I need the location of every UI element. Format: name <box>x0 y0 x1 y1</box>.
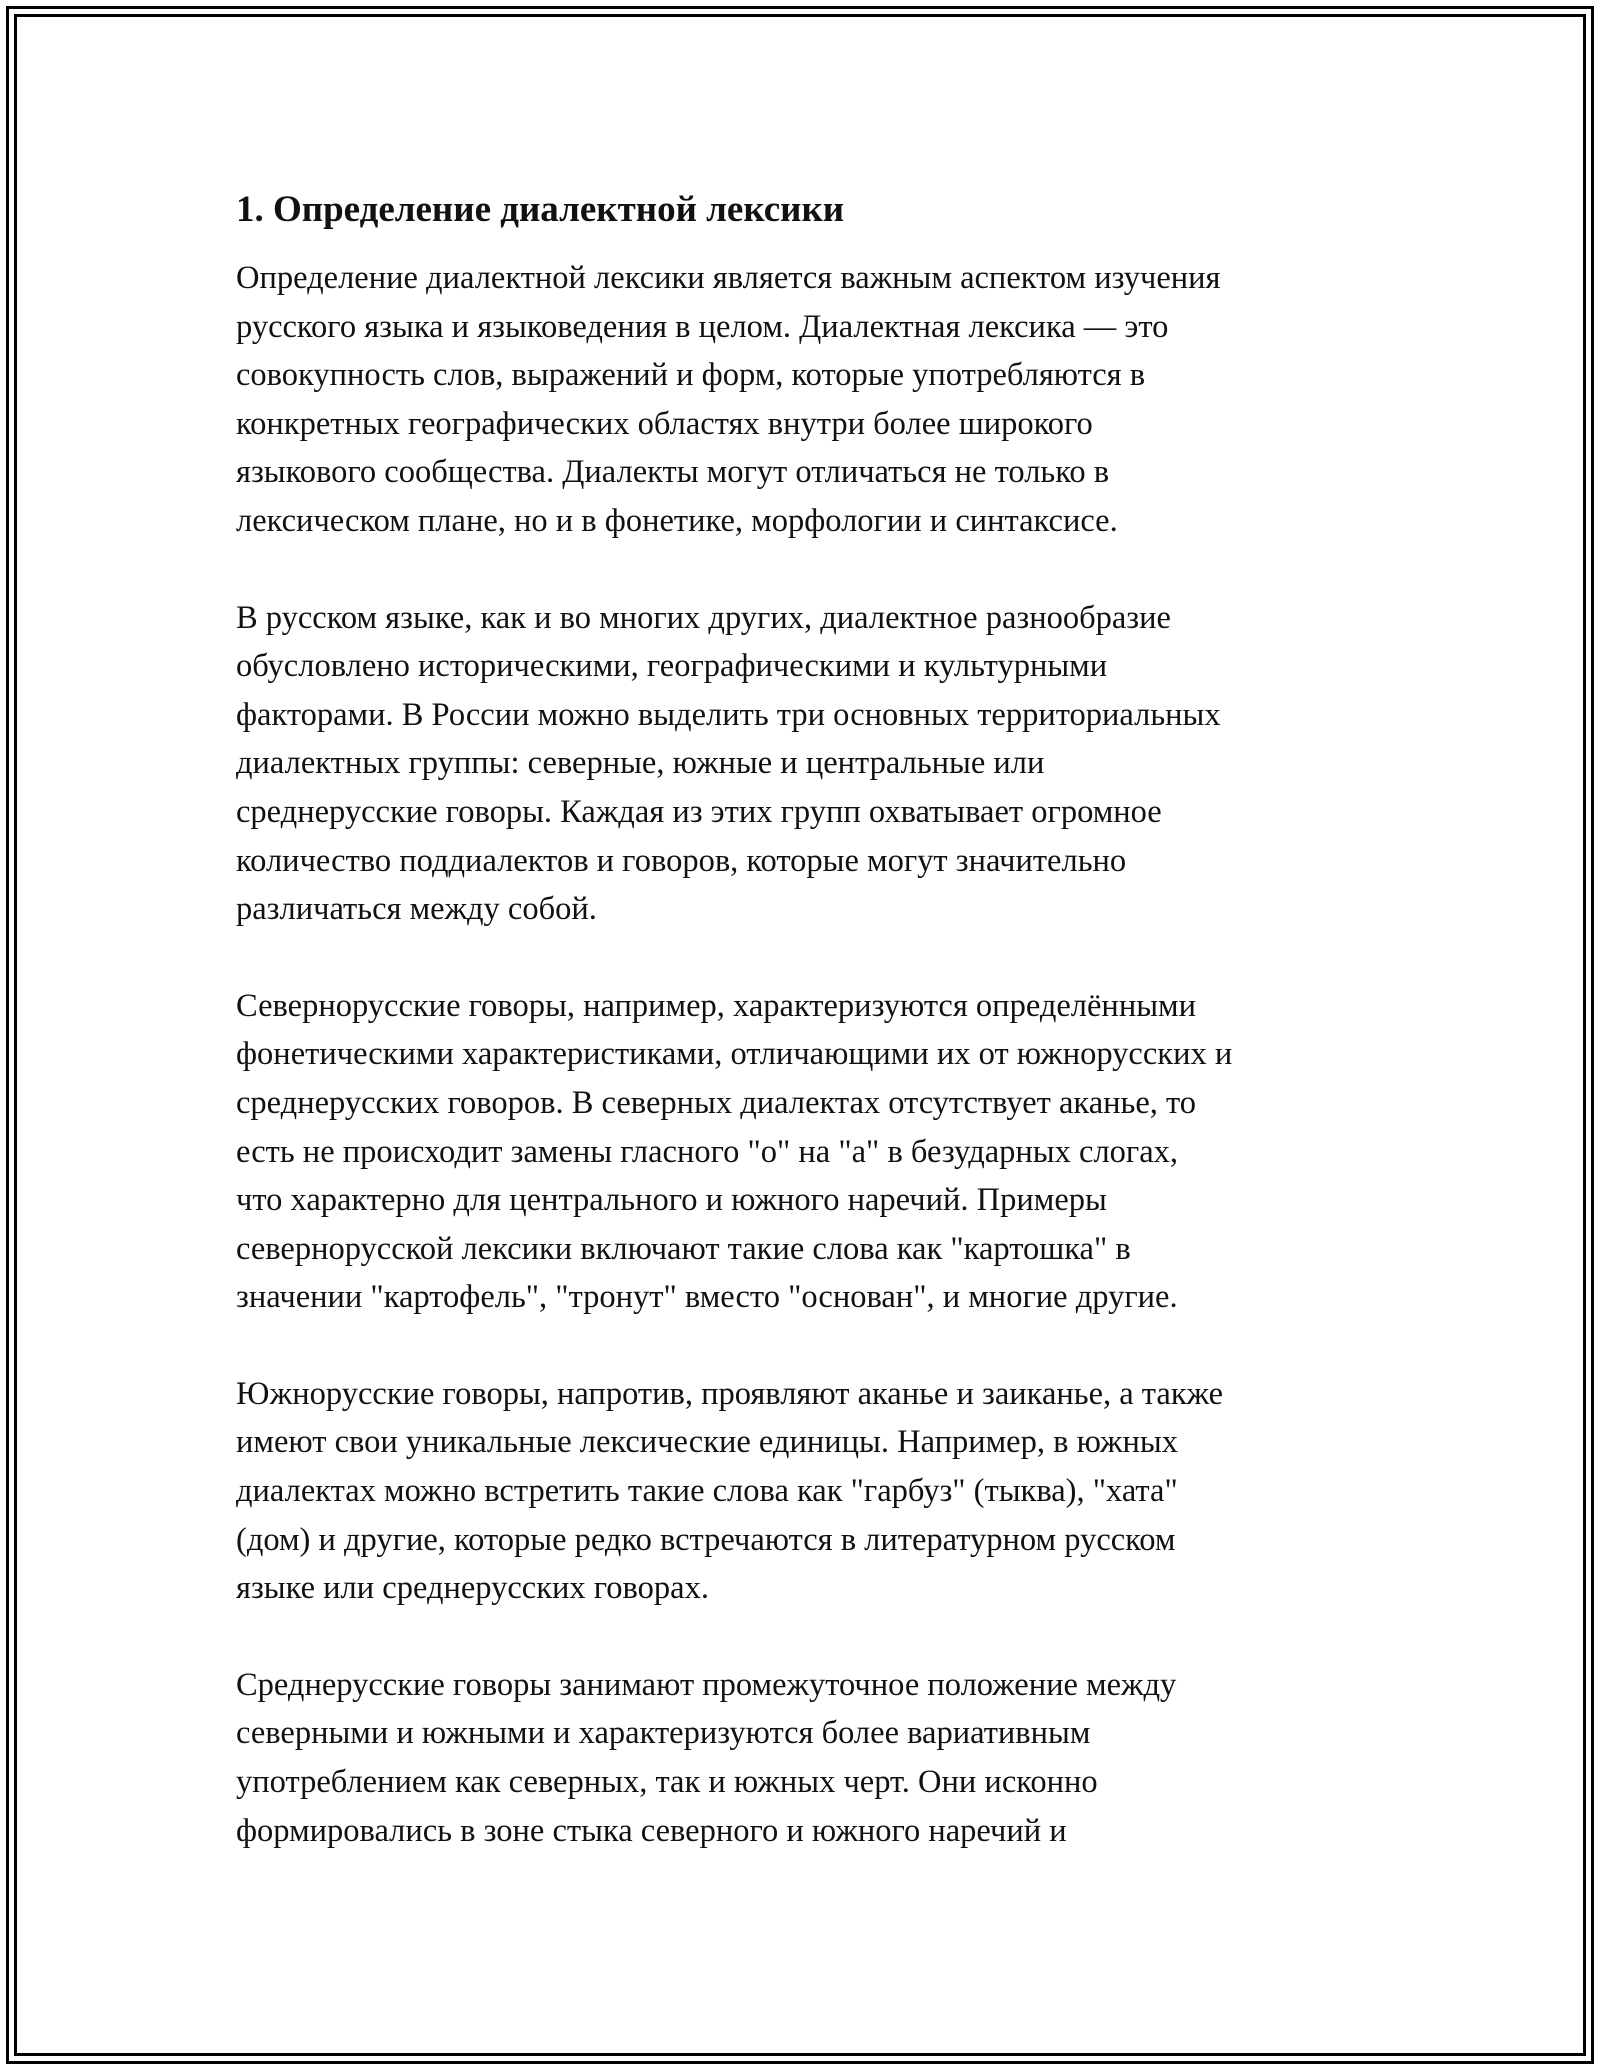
paragraph-dialect-groups <box>236 594 1386 934</box>
text-line: севернорусской лексики включают такие слова как "картошка" в <box>236 1230 1131 1267</box>
text-line: количество поддиалектов и говоров, которые могут значительно <box>236 842 1127 879</box>
text-line: языке или среднерусских говорах. <box>236 1570 709 1607</box>
text-line: есть не происходит замены гласного "о" на "а" в безударных слогах, <box>236 1133 1179 1170</box>
text-line: факторами. В России можно выделить три основных территориальных <box>236 696 1221 733</box>
document-body <box>236 186 1386 1903</box>
text-line: среднерусские говоры. Каждая из этих групп охватывает огромное <box>236 793 1162 830</box>
text-line: лексическом плане, но и в фонетике, морфологии и синтаксисе. <box>236 502 1118 539</box>
text-line: русского языка и языковедения в целом. Диалектная лексика — это <box>236 308 1169 345</box>
text-line: Севернорусские говоры, например, характеризуются определёнными <box>236 987 1197 1024</box>
text-line: фонетическими характеристиками, отличающими их от южнорусских и <box>236 1036 1233 1073</box>
text-line: имеют свои уникальные лексические единицы. Например, в южных <box>236 1424 1178 1461</box>
text-line: Южнорусские говоры, напротив, проявляют аканье и заиканье, а также <box>236 1375 1224 1412</box>
paragraph-northern-dialects <box>236 982 1386 1322</box>
text-line: северными и южными и характеризуются более вариативным <box>236 1715 1091 1752</box>
text-line: конкретных географических областях внутри более широкого <box>236 405 1093 442</box>
text-line: языкового сообщества. Диалекты могут отличаться не только в <box>236 454 1110 491</box>
text-line: употреблением как северных, так и южных черт. Они исконно <box>236 1764 1098 1801</box>
text-line: что характерно для центрального и южного наречий. Примеры <box>236 1182 1107 1219</box>
paragraph-definition <box>236 254 1386 546</box>
text-line: В русском языке, как и во многих других, диалектное разнообразие <box>236 599 1171 636</box>
text-line: совокупность слов, выражений и форм, которые употребляются в <box>236 357 1146 394</box>
text-line: формировались в зоне стыка северного и южного наречий и <box>236 1812 1067 1849</box>
text-line: Определение диалектной лексики является важным аспектом изучения <box>236 260 1221 296</box>
text-line: Среднерусские говоры занимают промежуточное положение между <box>236 1666 1177 1703</box>
text-line: диалектах можно встретить такие слова как "гарбуз" (тыква), "хата" <box>236 1473 1178 1510</box>
text-line: диалектных группы: северные, южные и центральные или <box>236 745 1045 782</box>
text-line: значении "картофель", "тронут" вместо "основан", и многие другие. <box>236 1279 1178 1316</box>
section-heading: 1. Определение диалектной лексики <box>236 189 845 230</box>
text-line: среднерусских говоров. В северных диалектах отсутствует аканье, то <box>236 1084 1197 1121</box>
text-line: различаться между собой. <box>236 891 597 928</box>
paragraph-central-dialects <box>236 1661 1386 1855</box>
text-line: обусловлено историческими, географическими и культурными <box>236 648 1108 685</box>
paragraph-southern-dialects <box>236 1370 1386 1613</box>
text-line: (дом) и другие, которые редко встречаются в литературном русском <box>236 1521 1176 1558</box>
